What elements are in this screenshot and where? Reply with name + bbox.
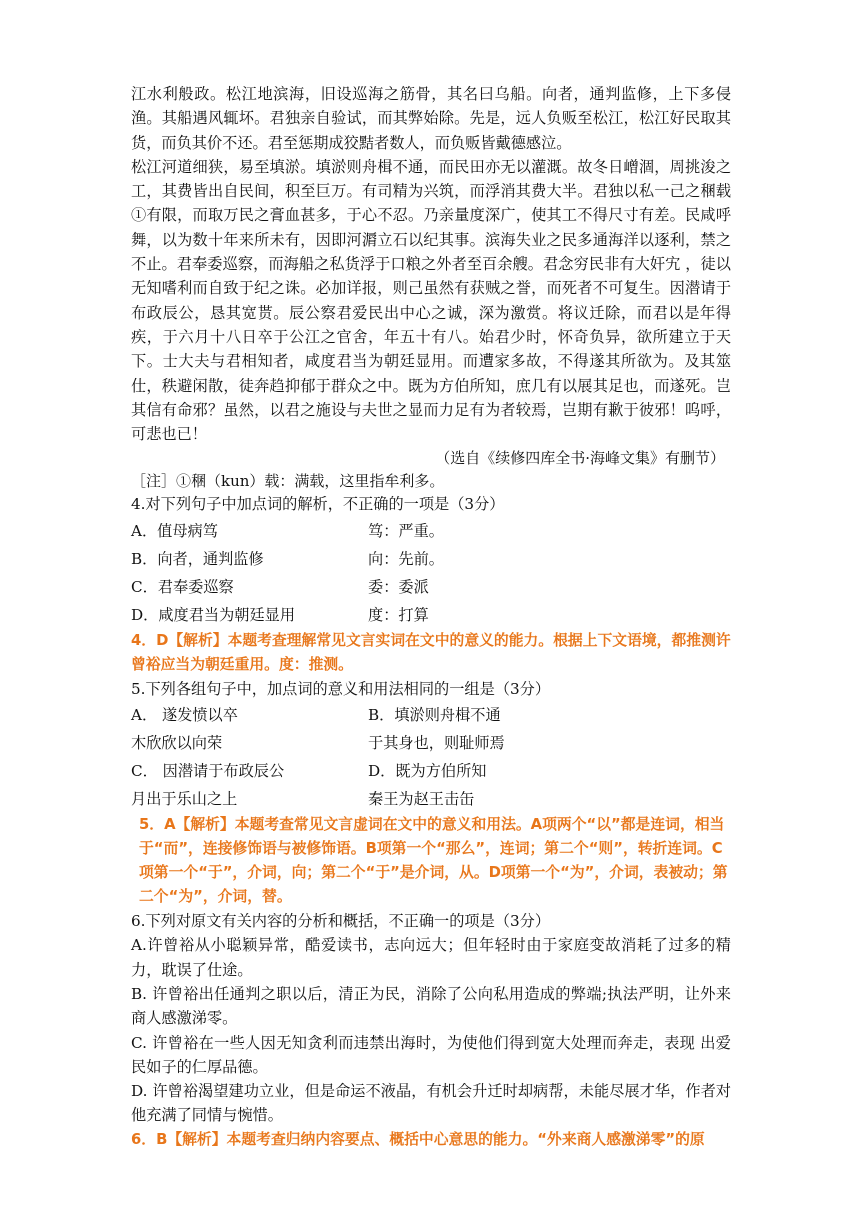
- q5-option-d-line-2: 秦王为赵王击缶: [368, 790, 475, 809]
- q4-option-a-explanation: 笃：严重。: [368, 521, 444, 540]
- q4-option-a-sentence: A．值母病笃: [131, 521, 218, 540]
- annotation-note: ［注］①稛（kun）载：满载，这里指牟利多。: [131, 472, 445, 491]
- q4-option-c-sentence: C．君奉委巡察: [131, 577, 234, 596]
- q5-row-4: [131, 785, 731, 813]
- question-6-answer: 6．B【解析】本题考查归纳内容要点、概括中心意思的能力。“外来商人感激涕零”的原: [131, 1130, 705, 1148]
- q5-row-2: [131, 729, 731, 757]
- q4-option-c: [131, 573, 731, 601]
- q5-row-1: [131, 701, 731, 729]
- q4-option-b: [131, 545, 731, 573]
- q4-option-d-explanation: 度：打算: [368, 605, 429, 624]
- q5-option-c-line-2: 月出于乐山之上: [131, 790, 238, 809]
- source-citation: （选自《续修四库全书·海峰文集》有删节）: [435, 449, 725, 468]
- q5-option-c-line-1: C． 因潜请于布政辰公: [131, 762, 285, 781]
- question-6-stem: 6.下列对原文有关内容的分析和概括，不正确一的项是（3分）: [131, 912, 551, 931]
- q4-option-b-explanation: 向：先前。: [368, 549, 444, 568]
- q5-option-b-line-1: B．填淤则舟楫不通: [368, 706, 501, 725]
- q5-option-d-line-1: D．既为方伯所知: [368, 762, 487, 781]
- q4-option-a: [131, 517, 731, 545]
- question-5-stem: 5.下列各组句子中，加点词的意义和用法相同的一组是（3分）: [131, 679, 551, 698]
- q5-option-a-line-1: A． 遂发愤以卒: [131, 706, 238, 725]
- passage-paragraph-1: 江水利般政。松江地滨海，旧设巡海之筋骨，其名曰乌船。向者，通判监修，上下多侵渔。其船遇风辄坏。君独亲自验试，而其弊始除。先是，远人负贩至松江，松江好民取其货，而负其价不还。君至惩期成狡黠者数人，而负贩皆戴德感泣。: [131, 85, 731, 152]
- q4-option-b-sentence: B．向者，通判监修: [131, 549, 264, 568]
- q5-row-3: [131, 757, 731, 785]
- q6-option-c: C. 许曾裕在一些人因无知贪利而违禁出海时，为使他们得到宽大处理而奔走，表现 出爱民如子的仁厚品德。: [131, 1033, 731, 1076]
- q5-option-a-line-2: 木欣欣以向荣: [131, 734, 223, 753]
- q4-option-d-sentence: D．咸度君当为朝廷显用: [131, 605, 296, 624]
- q6-option-d: D. 许曾裕渴望建功立业，但是命运不液晶，有机会升迁时却病帮，未能尽展才华，作者对他充满了同情与惋惜。: [131, 1082, 731, 1125]
- q5-option-b-line-2: 于其身也，则耻师焉: [368, 734, 505, 753]
- document-page: [131, 82, 731, 1152]
- question-4-answer: 4．D【解析】本题考查理解常见文言实词在文中的意义的能力。根据上下文语境，都推测许曾裕应当为朝廷重用。度：推测。: [131, 631, 731, 673]
- q6-option-b: B. 许曾裕出任通判之职以后，清正为民，消除了公向私用造成的弊端;执法严明，让外来商人感激涕零。: [131, 984, 731, 1028]
- q4-option-c-explanation: 委：委派: [368, 577, 429, 596]
- passage-paragraph-2: 松江河道细狭，易至填淤。填淤则舟楫不通，而民田亦无以灌溉。故冬日嶒涸，周挑浚之工，其费皆出自民间，积至巨万。有司精为兴筑，而浮消其费大半。君独以私一己之稛载①有限，而取万民之膏血甚多，于心不忍。乃亲量度深广，使其工不得尺寸有差。民咸呼舞，以为数十年来所未有，因即河漘立石以纪其事。滨海失业之民多通海洋以逐利，禁之不止。君奉委巡察，而海船之私货浮于口粮之外者至百余艘。君念穷民非有大奸宄 ，徒以无知嗜利而自致于纪之诛。必加详报，则己虽然有获贼之誉，而死者不可复生。因潜请于布政辰公，恳其宽贳。辰公察君爱民出中心之诚，深为激赏。将议迁除，而君以是年得疾，于六月十八日卒于公江之官舍，年五十有八。始君少时，怀奇负异，欲所建立于天下。士大夫与君相知者，咸度君当为朝廷显用。而遭家多故，不得遂其所欲为。及其筮仕，秩避闲散，徒奔趋抑郁于群众之中。既为方伯所知，庶几有以展其足也，而遂死。岂其信有命邪？虽然，以君之施设与夫世之显而力足有为者较焉，岂期有歉于彼邪！呜呼，可悲也已！: [131, 157, 731, 444]
- question-4-stem: 4.对下列句子中加点词的解析，不正确的一项是（3分）: [131, 495, 505, 514]
- question-5-answer: 5．A【解析】本题考查常见文言虚词在文中的意义和用法。A项两个“以”都是连词，相当于“而”，连接修饰语与被修饰语。B项第一个“那么”，连词；第二个“则”，转折连词。C项第一个“于”，介词，向；第二个“于”是介词，从。D项第一个“为”，介词，表被动；第二个“为”，介词，替。: [139, 816, 728, 906]
- q4-option-d: [131, 601, 731, 629]
- q6-option-a: A.许曾裕从小聪颖异常，酷爱读书，志向远大；但年轻时由于家庭变故消耗了过多的精力，耽误了仕途。: [131, 936, 731, 979]
